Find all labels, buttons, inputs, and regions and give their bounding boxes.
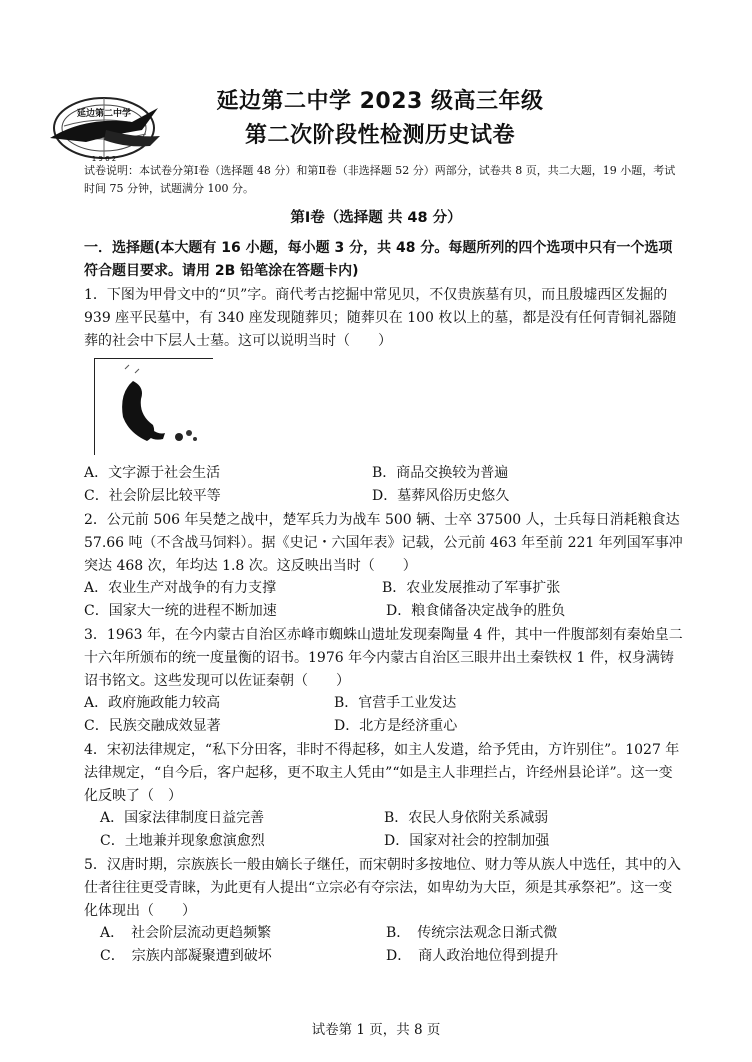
q3-option-d[interactable]: D．北方是经济重心 [334, 718, 458, 734]
q1-option-d[interactable]: D．墓葬风俗历史悠久 [372, 488, 510, 504]
school-logo [46, 86, 166, 170]
logo-school-name: 延边第二中学 [76, 109, 132, 119]
q2-option-d[interactable]: D．粮食储备决定战争的胜负 [386, 603, 566, 619]
q1-option-b[interactable]: B．商品交换较为普遍 [372, 465, 509, 481]
q5-option-b[interactable]: B． 传统宗法观念日渐式微 [386, 925, 558, 941]
q2-option-b[interactable]: B．农业发展推动了军事扩张 [382, 580, 561, 596]
question-4-stem: 4．宋初法律规定，“私下分田客，非时不得起移，如主人发遣，给予凭由，方许别住”。1027 年法律规定，“自今后，客户起移，更不取主人凭由”“如是主人非理拦占，许经州县论详”。这一变化反映了（ ） [84, 742, 680, 804]
q5-option-d[interactable]: D． 商人政治地位得到提升 [386, 948, 559, 964]
q4-option-b[interactable]: B．农民人身依附关系减弱 [384, 810, 549, 826]
q3-option-a[interactable]: A．政府施政能力较高 [84, 695, 221, 711]
question-1-stem: 1．下图为甲骨文中的“贝”字。商代考古挖掘中常见贝，不仅贵族墓有贝，而且殷墟西区发掘的 939 座平民墓中，有 340 座发现随葬贝；随葬贝在 100 枚以上的墓，都是没有任何青铜礼器随葬的社会中下层人士墓。这可以说明当时（ ） [84, 287, 677, 349]
question-3-stem: 3．1963 年，在今内蒙古自治区赤峰市蜘蛛山遗址发现秦陶量 4 件，其中一件腹部刻有秦始皇二十六年所颁布的统一度量衡的诏书。1976 年今内蒙古自治区三眼井出土秦铁权 1 件，权身满铸诏书铭文。这些发现可以佐证秦朝（ ） [84, 627, 683, 689]
q4-option-d[interactable]: D．国家对社会的控制加强 [384, 833, 550, 849]
page-footer: 试卷第 1 页，共 8 页 [311, 1022, 441, 1038]
exam-note: 试卷说明：本试卷分第Ⅰ卷（选择题 48 分）和第Ⅱ卷（非选择题 52 分）两部分，试卷共 8 页，共二大题，19 小题，考试时间 75 分钟，试题满分 100 分。 [84, 164, 676, 195]
oracle-bone-shell-figure [94, 358, 213, 455]
instruction: 一．选择题(本大题有 16 小题，每小题 3 分，共 48 分。每题所列的四个选项中只有一个选项符合题目要求。请用 2B 铅笔涂在答题卡内) [84, 240, 673, 279]
q1-option-a[interactable]: A．文字源于社会生活 [84, 465, 221, 481]
exam-title-line1: 延边第二中学 2023 级高三年级 [216, 89, 544, 114]
exam-title-line2: 第二次阶段性检测历史试卷 [244, 123, 515, 148]
q5-option-c[interactable]: C． 宗族内部凝聚遭到破坏 [100, 948, 272, 964]
section-title: 第Ⅰ卷（选择题 共 48 分） [290, 210, 462, 226]
q1-option-c[interactable]: C．社会阶层比较平等 [84, 488, 221, 504]
q5-option-a[interactable]: A． 社会阶层流动更趋频繁 [100, 925, 272, 941]
question-5-stem: 5．汉唐时期，宗族族长一般由嫡长子继任，而宋朝时多按地位、财力等从族人中选任，其中的入仕者往往更受青睐，为此更有人提出“立宗必有夺宗法，如卑幼为大臣，须是其承祭祀”。这一变化体现出（ ） [84, 857, 681, 919]
question-2-stem: 2．公元前 506 年吴楚之战中，楚军兵力为战车 500 辆、士卒 37500 人，士兵每日消耗粮食达 57.66 吨（不含战马饲料）。据《史记・六国年表》记载，公元前 463 年至前 221 年列国军事冲突达 468 次，年均达 1.8 次。这反映出当时（ ） [84, 512, 683, 574]
q3-option-c[interactable]: C．民族交融成效显著 [84, 718, 221, 734]
q2-option-c[interactable]: C．国家大一统的进程不断加速 [84, 603, 277, 619]
logo-year: 1 9 6 2 [91, 155, 117, 163]
q4-option-c[interactable]: C．土地兼并现象愈演愈烈 [100, 833, 265, 849]
q4-option-a[interactable]: A．国家法律制度日益完善 [100, 810, 265, 826]
q2-option-a[interactable]: A．农业生产对战争的有力支撑 [84, 580, 277, 596]
q3-option-b[interactable]: B．官营手工业发达 [334, 695, 457, 711]
